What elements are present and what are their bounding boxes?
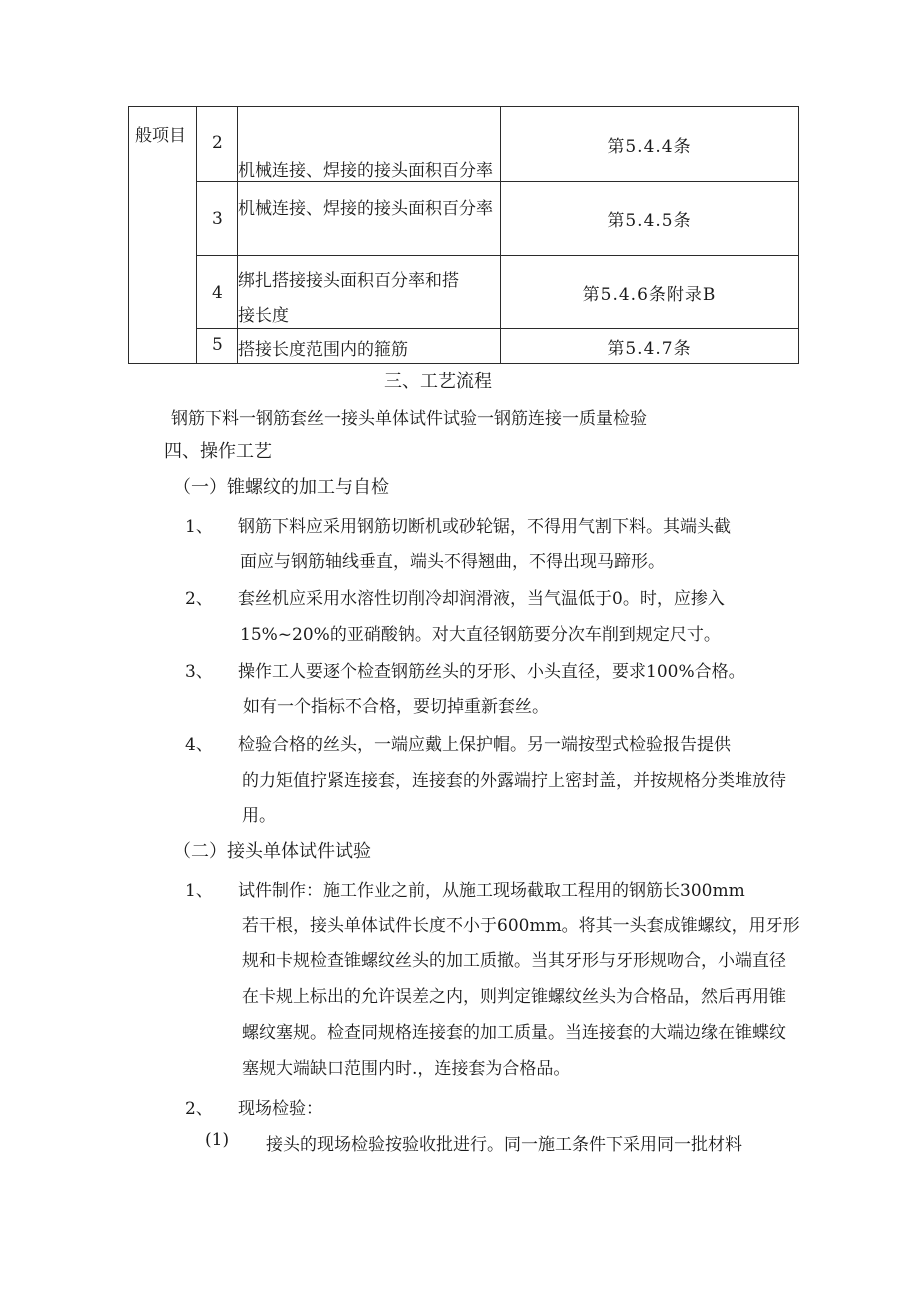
item-number: 1、 xyxy=(185,881,213,901)
process-flow: 钢筋下料一钢筋套丝一接头单体试件试验一钢筋连接一质量检验 xyxy=(171,409,647,429)
table-row xyxy=(129,329,799,364)
item-number: 3、 xyxy=(185,662,213,682)
row-number: 3 xyxy=(212,209,223,229)
item-number: (1) xyxy=(205,1130,230,1150)
paragraph-line: 试件制作：施工作业之前，从施工现场截取工程用的钢筋长300mm xyxy=(238,881,745,901)
paragraph-line: 塞规大端缺口范围内时.，连接套为合格品。 xyxy=(242,1059,571,1079)
paragraph-line: 15%~20%的亚硝酸钠。对大直径钢筋要分次车削到规定尺寸。 xyxy=(240,625,721,645)
table-row xyxy=(129,107,799,182)
paragraph-line: 接头的现场检验按验收批进行。同一施工条件下采用同一批材料 xyxy=(266,1135,742,1155)
row-item-line2: 接长度 xyxy=(238,306,289,326)
paragraph-line: 螺纹塞规。检查同规格连接套的加工质量。当连接套的大端边缘在锥蝶纹 xyxy=(242,1023,786,1043)
row-ref: 第5.4.5条 xyxy=(501,182,799,256)
row-number: 4 xyxy=(212,283,223,303)
row-ref: 第5.4.6条附录B xyxy=(501,256,799,329)
item-number: 2、 xyxy=(185,589,213,609)
subsection1-title: （一）锥螺纹的加工与自检 xyxy=(173,477,389,498)
row-item: 搭接长度范围内的箍筋 xyxy=(238,340,408,360)
item-number: 2、 xyxy=(185,1099,213,1119)
paragraph-line: 面应与钢筋轴线垂直，端头不得翘曲，不得出现马蹄形。 xyxy=(240,552,665,572)
paragraph-line: 的力矩值拧紧连接套，连接套的外露端拧上密封盖，并按规格分类堆放待 xyxy=(242,771,786,791)
table-row xyxy=(129,182,799,256)
paragraph-line: 检验合格的丝头，一端应戴上保护帽。另一端按型式检验报告提供 xyxy=(238,735,731,755)
item-number: 4、 xyxy=(185,735,213,755)
row-ref: 第5.4.4条 xyxy=(501,107,799,182)
row-item-line1: 绑扎搭接接头面积百分率和搭 xyxy=(238,271,459,291)
row-ref: 第5.4.7条 xyxy=(501,329,799,364)
row-item: 机械连接、焊接的接头面积百分率 xyxy=(238,199,493,219)
section3-title: 三、工艺流程 xyxy=(384,371,492,392)
row-number: 2 xyxy=(212,133,223,153)
paragraph-line: 在卡规上标出的允许误差之内，则判定锥螺纹丝头为合格品，然后再用锥 xyxy=(242,987,786,1007)
section4-title: 四、操作工艺 xyxy=(164,441,272,462)
paragraph-line: 规和卡规检查锥螺纹丝头的加工质撤。当其牙形与牙形规吻合，小端直径 xyxy=(242,951,786,971)
paragraph-line: 现场检验： xyxy=(238,1099,323,1119)
paragraph-line: 钢筋下料应采用钢筋切断机或砂轮锯，不得用气割下料。其端头截 xyxy=(238,517,731,537)
paragraph-line: 操作工人要逐个检查钢筋丝头的牙形、小头直径，要求100%合格。 xyxy=(238,662,746,682)
paragraph-line: 如有一个指标不合格，要切掉重新套丝。 xyxy=(243,697,549,717)
paragraph-line: 用。 xyxy=(242,806,276,826)
item-number: 1、 xyxy=(185,517,213,537)
row-item: 机械连接、焊接的接头面积百分率 xyxy=(238,161,493,181)
spec-table xyxy=(128,106,799,364)
category-cell: 般项目 xyxy=(129,107,197,364)
paragraph-line: 套丝机应采用水溶性切削冷却润滑液，当气温低于0。时，应掺入 xyxy=(238,589,725,609)
subsection2-title: （二）接头单体试件试验 xyxy=(173,841,371,862)
row-number: 5 xyxy=(212,335,223,355)
paragraph-line: 若干根，接头单体试件长度不小于600mm。将其一头套成锥螺纹，用牙形 xyxy=(242,916,800,936)
table-row xyxy=(129,256,799,329)
